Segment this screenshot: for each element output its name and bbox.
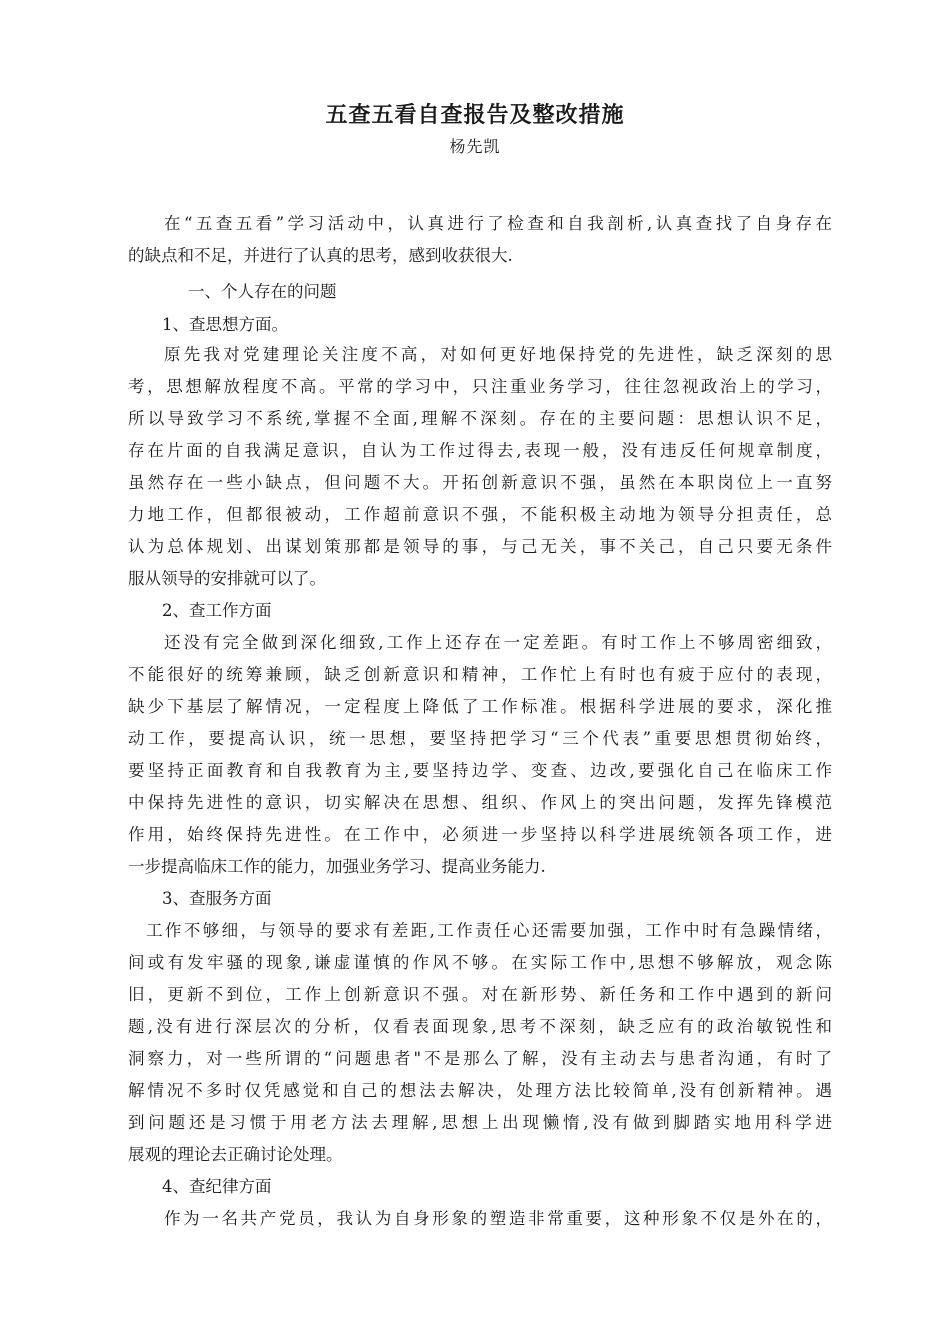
paragraph-line: 力地工作，但都很被动，工作超前意识不强，不能积极主动地为领导分担责任，总 [128,505,832,524]
paragraph-line: 洞察力，对一些所谓的“问题患者"不是那么了解，没有主动去与患者沟通，有时了 [128,1049,832,1068]
paragraph-line: 一步提高临床工作的能力，加强业务学习、提高业务能力. [128,857,546,876]
document-author: 杨先凯 [449,137,501,156]
paragraph-line: 缺少下基层了解情况，一定程度上降低了工作标准。根据科学进展的要求，深化推 [128,697,832,716]
paragraph-line: 原先我对党建理论关注度不高，对如何更好地保持党的先进性，缺乏深刻的思 [164,345,832,364]
paragraph-line: 旧，更新不到位，工作上创新意识不强。对在新形势、新任务和工作中遇到的新问 [128,985,832,1004]
subsection-heading: 4、查纪律方面 [162,1177,272,1196]
paragraph-line: 中保持先进性的意识，切实解决在思想、组织、作风上的突出问题，发挥先锋模范 [128,793,832,812]
paragraph-line: 作用，始终保持先进性。在工作中，必须进一步坚持以科学进展统领各项工作，进 [128,825,832,844]
paragraph-line: 到问题还是习惯于用老方法去理解,思想上出现懒惰,没有做到脚踏实地用科学进 [128,1113,832,1132]
subsection-heading: 1、查思想方面。 [162,315,288,334]
paragraph-line: 展观的理论去正确讨论处理。 [128,1145,343,1164]
section-heading: 一、个人存在的问题 [188,282,337,301]
paragraph-line: 认为总体规划、出谋划策那都是领导的事，与己无关，事不关己，自己只要无条件 [128,537,832,556]
paragraph-line: 虽然存在一些小缺点，但问题不大。开拓创新意识不强，虽然在本职岗位上一直努 [128,473,832,492]
paragraph-line: 工作不够细，与领导的要求有差距,工作责任心还需要加强，工作中时有急躁情绪， [146,921,832,940]
paragraph-line: 要坚持正面教育和自我教育为主,要坚持边学、变查、边改,要强化自己在临床工作 [128,761,832,780]
paragraph-line: 还没有完全做到深化细致,工作上还存在一定差距。有时工作上不够周密细致， [164,633,832,652]
paragraph-line: 题,没有进行深层次的分析，仅看表面现象,思考不深刻，缺乏应有的政治敏锐性和 [128,1017,832,1036]
paragraph-line: 考，思想解放程度不高。平常的学习中，只注重业务学习，往往忽视政治上的学习， [128,377,832,396]
paragraph-line: 存在片面的自我满足意识，自认为工作过得去,表现一般，没有违反任何规章制度， [128,441,832,460]
subsection-heading: 2、查工作方面 [162,601,272,620]
document-title: 五查五看自查报告及整改措施 [325,103,625,128]
paragraph-line: 动工作，要提高认识，统一思想，要坚持把学习“三个代表”重要思想贯彻始终， [128,729,832,748]
paragraph-line: 作为一名共产党员，我认为自身形象的塑造非常重要，这种形象不仅是外在的， [164,1209,832,1228]
paragraph-line: 间或有发牢骚的现象,谦虚谨慎的作风不够。在实际工作中,思想不够解放，观念陈 [128,953,832,972]
paragraph-line: 在“五查五看”学习活动中，认真进行了检查和自我剖析,认真查找了自身存在 [164,214,832,233]
subsection-heading: 3、查服务方面 [162,889,272,908]
paragraph-line: 所以导致学习不系统,掌握不全面,理解不深刻。存在的主要问题：思想认识不足， [128,409,832,428]
paragraph-line: 的缺点和不足，并进行了认真的思考，感到收获很大. [128,246,513,265]
paragraph-line: 解情况不多时仅凭感觉和自己的想法去解决，处理方法比较简单,没有创新精神。遇 [128,1081,832,1100]
paragraph-line: 不能很好的统筹兼顾，缺乏创新意识和精神，工作忙上有时也有疲于应付的表现， [128,665,832,684]
paragraph-line: 服从领导的安排就可以了。 [128,569,326,588]
